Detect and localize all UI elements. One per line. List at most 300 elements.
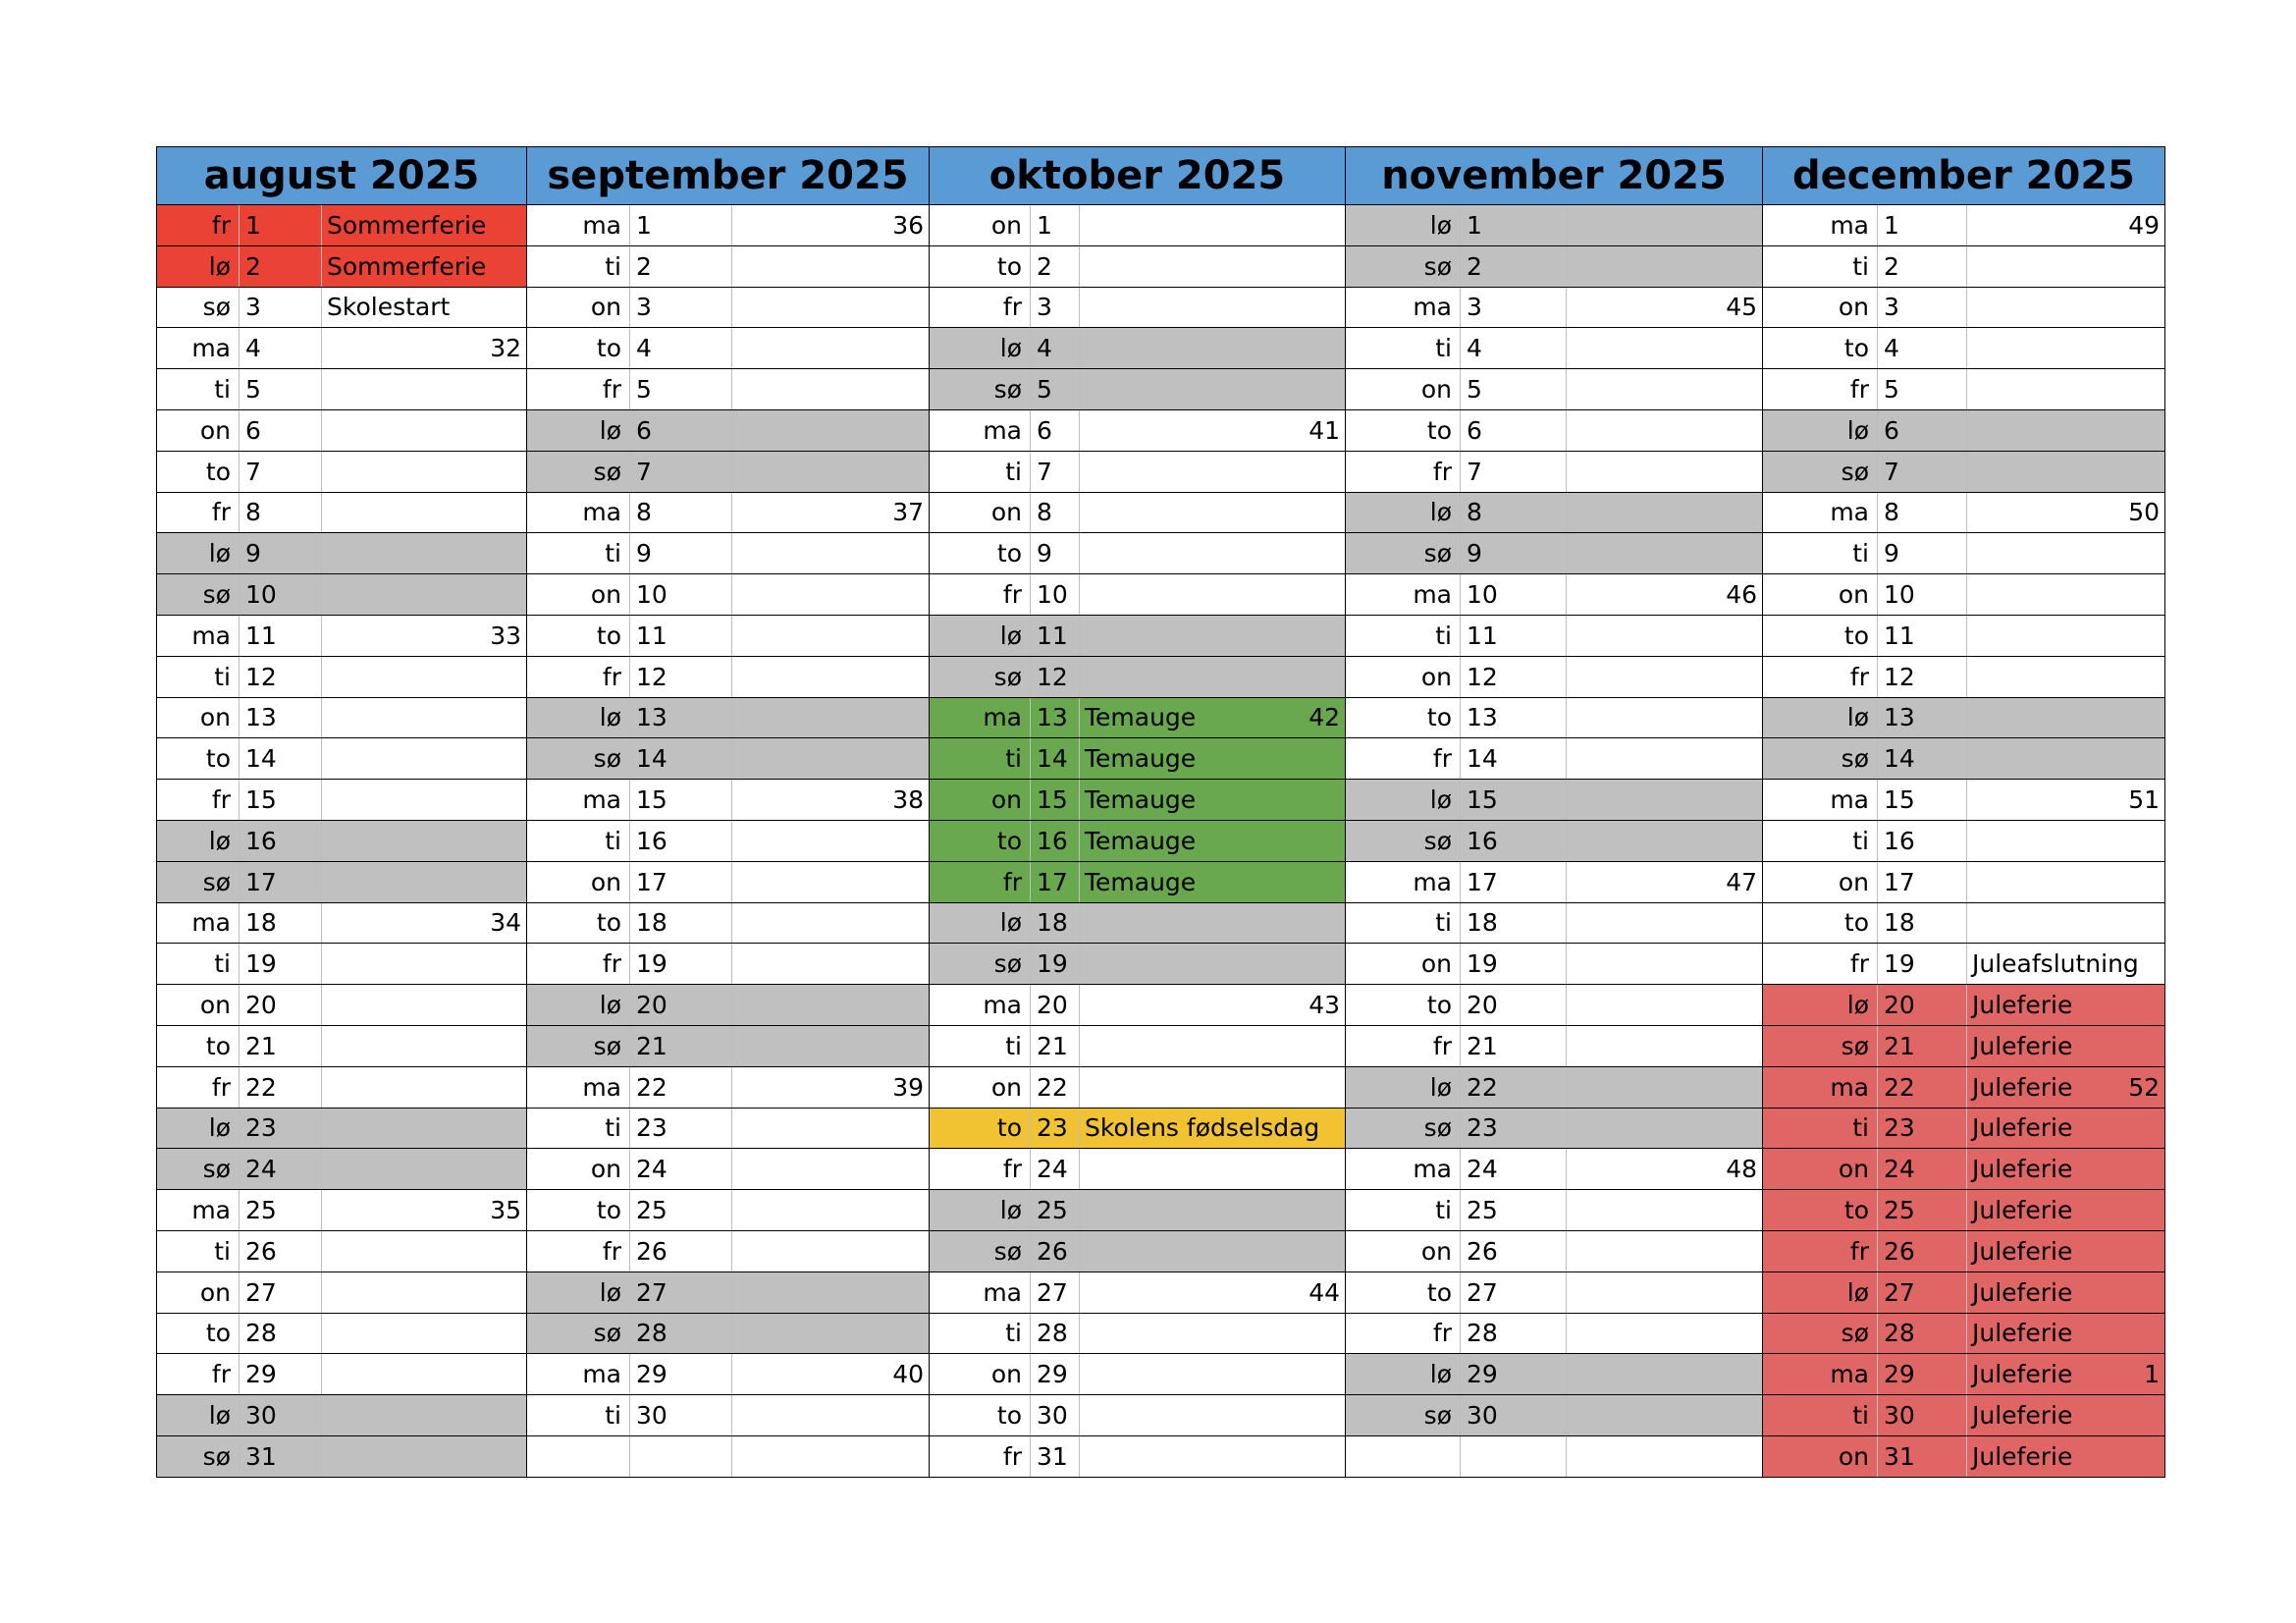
weekday-name: fr bbox=[1346, 738, 1461, 779]
week-number: 38 bbox=[892, 785, 924, 815]
event-note: Temauge bbox=[1085, 744, 1197, 774]
day-number: 20 bbox=[1878, 985, 1967, 1025]
day-row bbox=[1763, 410, 2164, 452]
day-number: 2 bbox=[1878, 246, 1967, 287]
day-row bbox=[1763, 738, 2164, 780]
day-row bbox=[1346, 821, 1762, 862]
day-number: 8 bbox=[1878, 493, 1967, 533]
day-number: 5 bbox=[1031, 369, 1080, 409]
day-number: 17 bbox=[630, 862, 732, 902]
day-row bbox=[1763, 1109, 2164, 1150]
day-number: 22 bbox=[1031, 1067, 1080, 1108]
weekday-name: fr bbox=[1346, 1314, 1461, 1354]
note-cell bbox=[1967, 1272, 2164, 1313]
day-row bbox=[930, 1272, 1345, 1314]
day-row bbox=[527, 369, 929, 410]
weekday-name: sø bbox=[527, 1026, 630, 1066]
day-row bbox=[157, 369, 526, 410]
day-row bbox=[157, 944, 526, 985]
event-note: Juleferie bbox=[1972, 1155, 2073, 1184]
day-number: 19 bbox=[1031, 944, 1080, 984]
weekday-name: sø bbox=[527, 1314, 630, 1354]
day-number: 4 bbox=[1878, 328, 1967, 368]
day-row bbox=[157, 1314, 526, 1355]
weekday-name: on bbox=[1763, 574, 1878, 615]
note-cell bbox=[732, 903, 929, 944]
note-cell bbox=[1967, 903, 2164, 944]
day-number: 21 bbox=[240, 1026, 322, 1066]
weekday-name: lø bbox=[1763, 698, 1878, 738]
day-row bbox=[1763, 1026, 2164, 1067]
note-cell bbox=[1967, 698, 2164, 738]
week-number: 33 bbox=[490, 621, 521, 650]
day-number: 18 bbox=[1461, 903, 1567, 944]
weekday-name: lø bbox=[157, 246, 240, 287]
note-cell bbox=[1080, 862, 1345, 902]
weekday-name: ti bbox=[1763, 246, 1878, 287]
note-cell bbox=[732, 288, 929, 328]
day-row bbox=[157, 246, 526, 288]
day-row bbox=[1346, 903, 1762, 945]
day-row bbox=[930, 1149, 1345, 1190]
day-number: 17 bbox=[1031, 862, 1080, 902]
note-cell bbox=[1567, 328, 1762, 368]
weekday-name: lø bbox=[930, 616, 1031, 656]
note-cell bbox=[732, 1395, 929, 1435]
weekday-name: lø bbox=[527, 1272, 630, 1313]
day-row bbox=[1346, 574, 1762, 616]
day-row bbox=[157, 205, 526, 246]
day-number: 2 bbox=[240, 246, 322, 287]
day-number: 4 bbox=[240, 328, 322, 368]
day-number: 24 bbox=[630, 1149, 732, 1189]
day-row bbox=[930, 862, 1345, 903]
day-number: 2 bbox=[630, 246, 732, 287]
day-row bbox=[157, 452, 526, 493]
day-number: 10 bbox=[240, 574, 322, 615]
note-cell bbox=[732, 369, 929, 409]
day-number: 5 bbox=[630, 369, 732, 409]
day-number: 26 bbox=[1878, 1231, 1967, 1271]
weekday-name: ti bbox=[1346, 1190, 1461, 1230]
note-cell bbox=[732, 1231, 929, 1271]
day-number: 9 bbox=[630, 533, 732, 573]
day-number: 25 bbox=[1461, 1190, 1567, 1230]
weekday-name: lø bbox=[157, 1109, 240, 1149]
week-number: 45 bbox=[1726, 293, 1757, 322]
weekday-name: lø bbox=[930, 1190, 1031, 1230]
week-number: 51 bbox=[2128, 785, 2160, 815]
day-number: 7 bbox=[630, 452, 732, 492]
weekday-name: ti bbox=[527, 533, 630, 573]
day-row bbox=[527, 862, 929, 903]
weekday-name: ma bbox=[527, 493, 630, 533]
weekday-name: to bbox=[157, 738, 240, 779]
note-cell bbox=[1567, 574, 1762, 615]
note-cell bbox=[1567, 493, 1762, 533]
weekday-name: ma bbox=[157, 616, 240, 656]
weekday-name: ti bbox=[1763, 821, 1878, 861]
weekday-name: on bbox=[1763, 862, 1878, 902]
week-number: 52 bbox=[2128, 1072, 2160, 1102]
day-number: 7 bbox=[1878, 452, 1967, 492]
day-row bbox=[1346, 1354, 1762, 1395]
day-row bbox=[527, 246, 929, 288]
weekday-name: lø bbox=[527, 698, 630, 738]
note-cell bbox=[1080, 1026, 1345, 1066]
day-number: 15 bbox=[240, 780, 322, 820]
day-number: 27 bbox=[1031, 1272, 1080, 1313]
day-number: 6 bbox=[1461, 410, 1567, 451]
day-row bbox=[157, 1109, 526, 1150]
note-cell bbox=[1967, 328, 2164, 368]
day-row bbox=[1346, 369, 1762, 410]
note-cell bbox=[1080, 1395, 1345, 1435]
note-cell bbox=[1967, 780, 2164, 820]
note-cell bbox=[1567, 288, 1762, 328]
day-number: 4 bbox=[1461, 328, 1567, 368]
weekday-name: to bbox=[930, 1109, 1031, 1149]
weekday-name: fr bbox=[930, 862, 1031, 902]
day-row bbox=[930, 493, 1345, 534]
day-row bbox=[1763, 903, 2164, 945]
note-cell bbox=[732, 1272, 929, 1313]
day-rows bbox=[1346, 205, 1762, 1478]
day-number: 1 bbox=[630, 205, 732, 245]
week-number: 37 bbox=[892, 498, 924, 527]
day-number: 19 bbox=[240, 944, 322, 984]
day-row bbox=[527, 328, 929, 369]
note-cell bbox=[1080, 1314, 1345, 1354]
day-number bbox=[630, 1436, 732, 1477]
event-note: Skolens fødselsdag bbox=[1085, 1113, 1320, 1143]
weekday-name: fr bbox=[527, 944, 630, 984]
week-number: 35 bbox=[490, 1196, 521, 1225]
day-row bbox=[930, 1026, 1345, 1067]
weekday-name: lø bbox=[1763, 1272, 1878, 1313]
day-number: 27 bbox=[1461, 1272, 1567, 1313]
day-row bbox=[1346, 1026, 1762, 1067]
day-rows bbox=[930, 205, 1345, 1478]
note-cell bbox=[1567, 410, 1762, 451]
day-number: 20 bbox=[630, 985, 732, 1025]
weekday-name: ti bbox=[1346, 616, 1461, 656]
note-cell bbox=[1567, 1067, 1762, 1108]
day-number: 10 bbox=[1461, 574, 1567, 615]
day-number: 14 bbox=[1461, 738, 1567, 779]
note-cell bbox=[322, 1395, 526, 1435]
day-number: 10 bbox=[630, 574, 732, 615]
weekday-name: ti bbox=[930, 738, 1031, 779]
weekday-name: on bbox=[527, 1149, 630, 1189]
day-number: 15 bbox=[630, 780, 732, 820]
day-row bbox=[527, 1067, 929, 1109]
day-number: 13 bbox=[630, 698, 732, 738]
note-cell bbox=[1080, 452, 1345, 492]
day-number: 30 bbox=[630, 1395, 732, 1435]
weekday-name: lø bbox=[157, 1395, 240, 1435]
note-cell bbox=[1967, 944, 2164, 984]
day-row bbox=[157, 493, 526, 534]
event-note: Juleferie bbox=[1972, 1236, 2073, 1266]
weekday-name: to bbox=[1763, 328, 1878, 368]
weekday-name: sø bbox=[527, 452, 630, 492]
weekday-name: on bbox=[930, 205, 1031, 245]
weekday-name: sø bbox=[1346, 1109, 1461, 1149]
day-number: 22 bbox=[630, 1067, 732, 1108]
note-cell bbox=[1567, 738, 1762, 779]
note-cell bbox=[1967, 1395, 2164, 1435]
day-row bbox=[930, 1436, 1345, 1478]
day-row bbox=[157, 410, 526, 452]
note-cell bbox=[322, 862, 526, 902]
day-number: 12 bbox=[1031, 657, 1080, 697]
day-number: 27 bbox=[240, 1272, 322, 1313]
event-note: Juleferie bbox=[1972, 1277, 2073, 1307]
weekday-name bbox=[527, 1436, 630, 1477]
note-cell bbox=[1080, 288, 1345, 328]
day-row bbox=[1346, 410, 1762, 452]
note-cell bbox=[732, 1026, 929, 1066]
weekday-name: on bbox=[930, 493, 1031, 533]
day-row bbox=[930, 1395, 1345, 1436]
day-number: 13 bbox=[240, 698, 322, 738]
note-cell bbox=[1080, 246, 1345, 287]
weekday-name: ti bbox=[1763, 533, 1878, 573]
weekday-name: sø bbox=[157, 288, 240, 328]
day-row bbox=[1763, 1314, 2164, 1355]
weekday-name: sø bbox=[1763, 1026, 1878, 1066]
weekday-name: lø bbox=[527, 985, 630, 1025]
day-row bbox=[527, 1436, 929, 1478]
day-number: 24 bbox=[1878, 1149, 1967, 1189]
week-number: 39 bbox=[892, 1072, 924, 1102]
day-number: 18 bbox=[630, 903, 732, 944]
note-cell bbox=[322, 1109, 526, 1149]
day-number: 3 bbox=[630, 288, 732, 328]
week-number: 46 bbox=[1726, 580, 1757, 610]
weekday-name: fr bbox=[157, 493, 240, 533]
day-row bbox=[1763, 288, 2164, 329]
day-row bbox=[157, 903, 526, 945]
note-cell bbox=[732, 1149, 929, 1189]
note-cell bbox=[1967, 1067, 2164, 1108]
day-row bbox=[1763, 616, 2164, 657]
day-number: 10 bbox=[1031, 574, 1080, 615]
note-cell bbox=[322, 574, 526, 615]
day-row bbox=[1763, 985, 2164, 1026]
week-number: 42 bbox=[1308, 703, 1340, 732]
note-cell bbox=[732, 780, 929, 820]
day-row bbox=[930, 985, 1345, 1026]
note-cell bbox=[1080, 616, 1345, 656]
day-row bbox=[1346, 1272, 1762, 1314]
note-cell bbox=[322, 1314, 526, 1354]
day-row bbox=[1346, 1149, 1762, 1190]
note-cell bbox=[1567, 1314, 1762, 1354]
note-cell bbox=[1080, 1149, 1345, 1189]
day-number: 15 bbox=[1878, 780, 1967, 820]
weekday-name: ma bbox=[930, 698, 1031, 738]
day-number: 14 bbox=[630, 738, 732, 779]
day-row bbox=[527, 903, 929, 945]
note-cell bbox=[322, 1231, 526, 1271]
weekday-name: lø bbox=[157, 821, 240, 861]
day-row bbox=[1763, 246, 2164, 288]
event-note: Juleferie bbox=[1972, 1441, 2073, 1471]
day-number: 16 bbox=[630, 821, 732, 861]
weekday-name: to bbox=[1346, 698, 1461, 738]
day-number: 5 bbox=[1461, 369, 1567, 409]
weekday-name: sø bbox=[1346, 1395, 1461, 1435]
day-row bbox=[527, 1354, 929, 1395]
day-number: 27 bbox=[630, 1272, 732, 1313]
note-cell bbox=[1967, 616, 2164, 656]
note-cell bbox=[732, 574, 929, 615]
note-cell bbox=[1080, 657, 1345, 697]
day-number: 28 bbox=[1461, 1314, 1567, 1354]
note-cell bbox=[1567, 452, 1762, 492]
event-note: Sommerferie bbox=[327, 210, 487, 240]
weekday-name: ma bbox=[1346, 288, 1461, 328]
note-cell bbox=[1967, 369, 2164, 409]
event-note: Juleferie bbox=[1972, 1319, 2073, 1348]
note-cell bbox=[1080, 410, 1345, 451]
weekday-name: to bbox=[527, 903, 630, 944]
day-row bbox=[930, 657, 1345, 698]
day-number: 3 bbox=[1878, 288, 1967, 328]
note-cell bbox=[322, 328, 526, 368]
note-cell bbox=[1967, 205, 2164, 245]
note-cell bbox=[1567, 657, 1762, 697]
note-cell bbox=[1967, 1149, 2164, 1189]
weekday-name: on bbox=[157, 698, 240, 738]
day-row bbox=[1763, 574, 2164, 616]
day-number: 13 bbox=[1461, 698, 1567, 738]
day-number: 6 bbox=[1878, 410, 1967, 451]
day-number: 12 bbox=[630, 657, 732, 697]
weekday-name: on bbox=[1346, 369, 1461, 409]
day-number: 23 bbox=[240, 1109, 322, 1149]
day-row bbox=[1763, 657, 2164, 698]
day-number: 30 bbox=[1461, 1395, 1567, 1435]
weekday-name: ti bbox=[527, 821, 630, 861]
week-number: 40 bbox=[892, 1360, 924, 1389]
note-cell bbox=[322, 657, 526, 697]
weekday-name: lø bbox=[1346, 780, 1461, 820]
weekday-name: lø bbox=[157, 533, 240, 573]
day-row bbox=[1763, 821, 2164, 862]
day-number: 24 bbox=[1031, 1149, 1080, 1189]
weekday-name: to bbox=[930, 821, 1031, 861]
weekday-name: to bbox=[930, 1395, 1031, 1435]
day-row bbox=[527, 493, 929, 534]
day-row bbox=[1346, 1109, 1762, 1150]
event-note: Juleferie bbox=[1972, 1196, 2073, 1225]
day-number: 20 bbox=[1461, 985, 1567, 1025]
note-cell bbox=[732, 452, 929, 492]
note-cell bbox=[1967, 657, 2164, 697]
day-row bbox=[930, 410, 1345, 452]
note-cell bbox=[1080, 1272, 1345, 1313]
day-row bbox=[527, 574, 929, 616]
day-row bbox=[527, 1026, 929, 1067]
weekday-name: fr bbox=[930, 574, 1031, 615]
weekday-name: sø bbox=[930, 1231, 1031, 1271]
weekday-name: lø bbox=[1763, 410, 1878, 451]
note-cell bbox=[1080, 574, 1345, 615]
note-cell bbox=[1567, 944, 1762, 984]
note-cell bbox=[322, 493, 526, 533]
day-row bbox=[157, 616, 526, 657]
weekday-name: fr bbox=[1763, 944, 1878, 984]
note-cell bbox=[732, 657, 929, 697]
day-number: 8 bbox=[1461, 493, 1567, 533]
weekday-name: lø bbox=[1763, 985, 1878, 1025]
day-number: 21 bbox=[1878, 1026, 1967, 1066]
day-number: 20 bbox=[240, 985, 322, 1025]
day-number: 29 bbox=[1878, 1354, 1967, 1394]
day-row bbox=[1763, 1354, 2164, 1395]
day-rows bbox=[527, 205, 929, 1478]
weekday-name: to bbox=[527, 328, 630, 368]
event-note: Skolestart bbox=[327, 293, 451, 322]
event-note: Temauge bbox=[1085, 867, 1197, 896]
weekday-name bbox=[1346, 1436, 1461, 1477]
note-cell bbox=[1080, 944, 1345, 984]
day-number: 27 bbox=[1878, 1272, 1967, 1313]
note-cell bbox=[1967, 1190, 2164, 1230]
day-number: 2 bbox=[1461, 246, 1567, 287]
day-number: 7 bbox=[240, 452, 322, 492]
day-number: 22 bbox=[1878, 1067, 1967, 1108]
day-row bbox=[1346, 493, 1762, 534]
day-row bbox=[157, 862, 526, 903]
day-row bbox=[157, 738, 526, 780]
month-column-oktober bbox=[929, 146, 1345, 1478]
weekday-name: lø bbox=[1346, 1067, 1461, 1108]
weekday-name: ti bbox=[527, 246, 630, 287]
day-number: 21 bbox=[1461, 1026, 1567, 1066]
weekday-name: lø bbox=[1346, 205, 1461, 245]
day-row bbox=[1763, 369, 2164, 410]
day-row bbox=[930, 1354, 1345, 1395]
day-number: 8 bbox=[630, 493, 732, 533]
week-number: 49 bbox=[2128, 210, 2160, 240]
weekday-name: sø bbox=[1763, 1314, 1878, 1354]
day-number: 19 bbox=[630, 944, 732, 984]
note-cell bbox=[732, 1190, 929, 1230]
note-cell bbox=[322, 616, 526, 656]
note-cell bbox=[1567, 862, 1762, 902]
day-number: 28 bbox=[240, 1314, 322, 1354]
day-number: 28 bbox=[1878, 1314, 1967, 1354]
note-cell bbox=[1967, 1436, 2164, 1477]
day-number: 7 bbox=[1461, 452, 1567, 492]
note-cell bbox=[732, 1067, 929, 1108]
day-number: 21 bbox=[1031, 1026, 1080, 1066]
day-number: 18 bbox=[1031, 903, 1080, 944]
weekday-name: lø bbox=[527, 410, 630, 451]
weekday-name: ma bbox=[527, 780, 630, 820]
day-number: 23 bbox=[1878, 1109, 1967, 1149]
note-cell bbox=[322, 1026, 526, 1066]
day-number: 16 bbox=[1878, 821, 1967, 861]
note-cell bbox=[322, 452, 526, 492]
day-number: 15 bbox=[1461, 780, 1567, 820]
day-row bbox=[157, 780, 526, 821]
day-row bbox=[527, 1149, 929, 1190]
